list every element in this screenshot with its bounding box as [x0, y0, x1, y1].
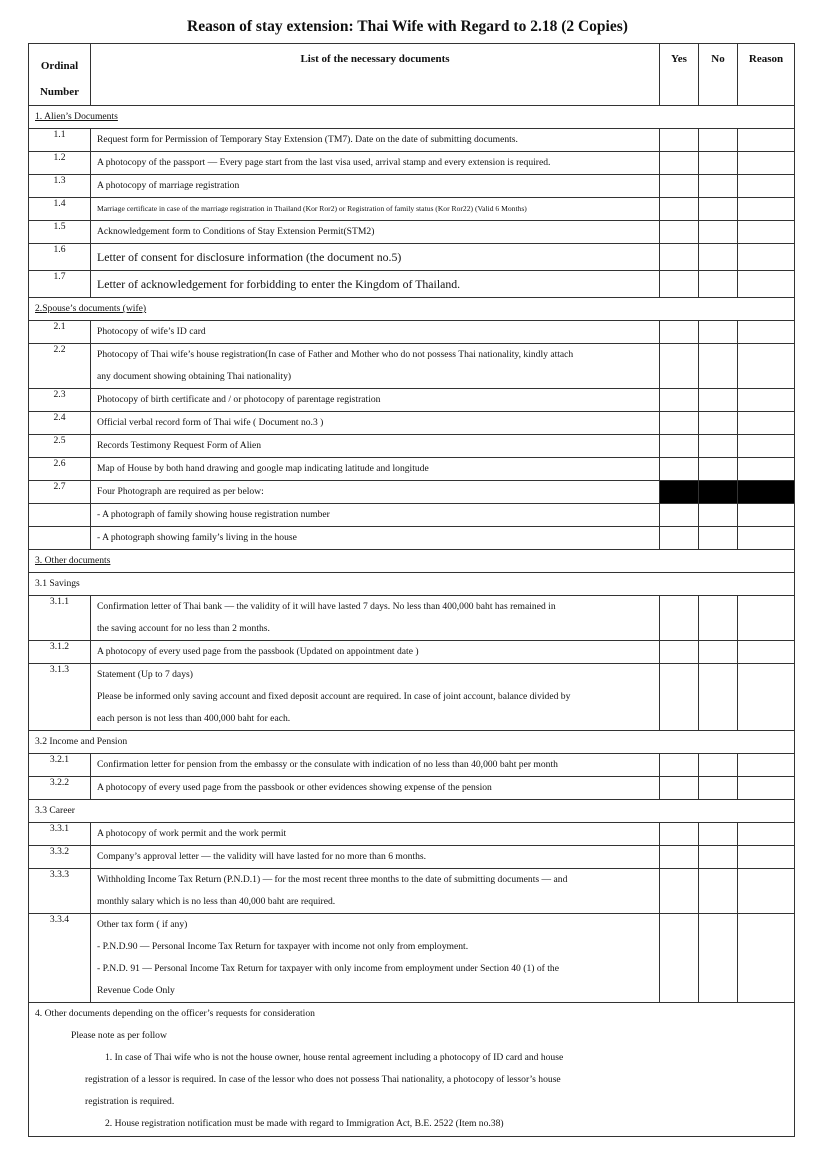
reason-cell[interactable] — [738, 152, 795, 175]
reason-cell[interactable] — [738, 777, 795, 800]
section-row-4 — [29, 1003, 795, 1137]
table-row — [29, 754, 795, 777]
yes-cell[interactable] — [660, 129, 699, 152]
no-cell[interactable] — [699, 344, 738, 389]
document-description: Acknowledgement form to Conditions of Stay Extension Permit(STM2) — [91, 221, 660, 244]
yes-cell[interactable] — [660, 777, 699, 800]
ordinal-number — [29, 504, 91, 527]
yes-cell[interactable] — [660, 596, 699, 641]
no-cell[interactable] — [699, 596, 738, 641]
table-row — [29, 389, 795, 412]
ordinal-number: 3.1.1 — [29, 596, 91, 641]
reason-cell[interactable] — [738, 244, 795, 271]
no-cell[interactable] — [699, 129, 738, 152]
table-row — [29, 344, 795, 389]
table-row — [29, 321, 795, 344]
ordinal-number: 1.1 — [29, 129, 91, 152]
document-description: Confirmation letter for pension from the embassy or the consulate with indication of no less than 40,000 baht per month — [91, 754, 660, 777]
table-row — [29, 152, 795, 175]
document-description: Request form for Permission of Temporary Stay Extension (TM7). Date on the date of submitting documents. — [91, 129, 660, 152]
yes-cell[interactable] — [660, 389, 699, 412]
document-description: - A photograph of family showing house registration number — [91, 504, 660, 527]
header-row — [29, 44, 795, 106]
document-description: A photocopy of work permit and the work permit — [91, 823, 660, 846]
subsection-row — [29, 731, 795, 754]
reason-cell[interactable] — [738, 504, 795, 527]
no-cell[interactable] — [699, 435, 738, 458]
subsection-heading-income-pension: 3.2 Income and Pension — [29, 731, 795, 754]
ordinal-number-header — [29, 44, 91, 106]
reason-cell[interactable] — [738, 344, 795, 389]
ordinal-number: 1.4 — [29, 198, 91, 221]
table-row — [29, 869, 795, 914]
yes-cell[interactable] — [660, 321, 699, 344]
ordinal-number: 2.2 — [29, 344, 91, 389]
document-description — [91, 344, 660, 389]
no-cell[interactable] — [699, 846, 738, 869]
yes-cell[interactable] — [660, 221, 699, 244]
table-row — [29, 175, 795, 198]
description-line: Confirmation letter of Thai bank — the validity of it will have lasted 7 days. No less than 400,000 baht has remained in — [97, 601, 556, 612]
reason-cell[interactable] — [738, 823, 795, 846]
blacked-out-cell — [660, 481, 699, 504]
document-description — [91, 914, 660, 1003]
table-row — [29, 435, 795, 458]
no-cell[interactable] — [699, 664, 738, 731]
no-cell[interactable] — [699, 221, 738, 244]
ordinal-number: 2.3 — [29, 389, 91, 412]
reason-cell[interactable] — [738, 754, 795, 777]
ordinal-number: 3.1.2 — [29, 641, 91, 664]
document-description — [91, 664, 660, 731]
description-line: monthly salary which is no less than 40,000 baht are required. — [97, 896, 336, 907]
ordinal-number: 2.5 — [29, 435, 91, 458]
document-description: Company’s approval letter — the validity will have lasted for no more than 6 months. — [91, 846, 660, 869]
no-cell[interactable] — [699, 777, 738, 800]
subsection-row — [29, 573, 795, 596]
no-cell[interactable] — [699, 458, 738, 481]
no-cell[interactable] — [699, 244, 738, 271]
yes-cell[interactable] — [660, 641, 699, 664]
reason-cell[interactable] — [738, 321, 795, 344]
no-cell[interactable] — [699, 175, 738, 198]
section-heading-other-documents: 3. Other documents — [35, 555, 111, 566]
yes-cell[interactable] — [660, 823, 699, 846]
description-line: - P.N.D.90 — Personal Income Tax Return for taxpayer with income not only from employment. — [97, 941, 469, 952]
description-line: Other tax form ( if any) — [97, 919, 188, 930]
table-row — [29, 664, 795, 731]
ordinal-number: 1.6 — [29, 244, 91, 271]
description-line: the saving account for no less than 2 months. — [97, 623, 270, 634]
description-line: - P.N.D. 91 — Personal Income Tax Return for taxpayer with only income from employment under Section 40 (1) of the — [97, 963, 559, 974]
document-description: Four Photograph are required as per below: — [91, 481, 660, 504]
document-description: A photocopy of marriage registration — [91, 175, 660, 198]
reason-header: Reason — [738, 44, 795, 106]
yes-cell[interactable] — [660, 754, 699, 777]
table-row — [29, 823, 795, 846]
no-cell[interactable] — [699, 641, 738, 664]
section-row-1 — [29, 106, 795, 129]
ordinal-number: 3.3.4 — [29, 914, 91, 1003]
reason-cell[interactable] — [738, 175, 795, 198]
table-row — [29, 504, 795, 527]
document-description — [91, 869, 660, 914]
yes-cell[interactable] — [660, 664, 699, 731]
reason-cell[interactable] — [738, 914, 795, 1003]
document-description: Letter of acknowledgement for forbidding to enter the Kingdom of Thailand. — [91, 271, 660, 298]
document-description: Photocopy of birth certificate and / or photocopy of parentage registration — [91, 389, 660, 412]
yes-cell[interactable] — [660, 344, 699, 389]
yes-cell[interactable] — [660, 869, 699, 914]
yes-cell[interactable] — [660, 504, 699, 527]
yes-cell[interactable] — [660, 198, 699, 221]
note-item-1-line: registration of a lessor is required. In case of the lessor who does not possess Thai nationality, a photocopy of lessor’s house — [85, 1074, 561, 1085]
no-cell[interactable] — [699, 198, 738, 221]
table-row — [29, 412, 795, 435]
description-line: Please be informed only saving account and fixed deposit account are required. In case of joint account, balance divided by — [97, 691, 571, 702]
description-line: any document showing obtaining Thai nationality) — [97, 371, 292, 382]
ordinal-number: 3.3.1 — [29, 823, 91, 846]
no-cell[interactable] — [699, 152, 738, 175]
table-row — [29, 914, 795, 1003]
table-row — [29, 777, 795, 800]
table-row — [29, 129, 795, 152]
reason-cell[interactable] — [738, 641, 795, 664]
document-description: Map of House by both hand drawing and google map indicating latitude and longitude — [91, 458, 660, 481]
document-description: Photocopy of wife’s ID card — [91, 321, 660, 344]
no-cell[interactable] — [699, 271, 738, 298]
document-description: Letter of consent for disclosure information (the document no.5) — [91, 244, 660, 271]
yes-cell[interactable] — [660, 846, 699, 869]
document-description: A photocopy of every used page from the passbook (Updated on appointment date ) — [91, 641, 660, 664]
ordinal-number: 2.4 — [29, 412, 91, 435]
section-row-3 — [29, 550, 795, 573]
section-heading-aliens-documents: 1. Alien’s Documents — [35, 111, 118, 122]
ordinal-number: 3.2.1 — [29, 754, 91, 777]
subsection-row — [29, 800, 795, 823]
ordinal-number — [29, 527, 91, 550]
table-row — [29, 221, 795, 244]
yes-cell[interactable] — [660, 435, 699, 458]
documents-checklist-table — [28, 43, 795, 1137]
yes-header: Yes — [660, 44, 699, 106]
reason-cell[interactable] — [738, 527, 795, 550]
ordinal-header-line1: Ordinal — [40, 60, 79, 72]
table-row — [29, 596, 795, 641]
no-cell[interactable] — [699, 412, 738, 435]
reason-cell[interactable] — [738, 458, 795, 481]
description-line: each person is not less than 400,000 baht for each. — [97, 713, 291, 724]
reason-cell[interactable] — [738, 846, 795, 869]
reason-cell[interactable] — [738, 129, 795, 152]
ordinal-number: 1.7 — [29, 271, 91, 298]
table-row — [29, 527, 795, 550]
description-line: Revenue Code Only — [97, 985, 175, 996]
reason-cell[interactable] — [738, 869, 795, 914]
yes-cell[interactable] — [660, 914, 699, 1003]
ordinal-number: 1.3 — [29, 175, 91, 198]
reason-cell[interactable] — [738, 435, 795, 458]
yes-cell[interactable] — [660, 152, 699, 175]
no-cell[interactable] — [699, 321, 738, 344]
ordinal-number: 1.5 — [29, 221, 91, 244]
page-title: Reason of stay extension: Thai Wife with Regard to 2.18 (2 Copies) — [187, 18, 628, 35]
table-row — [29, 271, 795, 298]
document-description: A photocopy of every used page from the passbook or other evidences showing expense of the pension — [91, 777, 660, 800]
section-heading-spouses-documents: 2.Spouse’s documents (wife) — [35, 303, 147, 314]
ordinal-number: 3.3.2 — [29, 846, 91, 869]
ordinal-number: 1.2 — [29, 152, 91, 175]
yes-cell[interactable] — [660, 175, 699, 198]
note-item-2: 2. House registration notification must be made with regard to Immigration Act, B.E. 2522 (Item no.38) — [105, 1118, 504, 1129]
document-description: Official verbal record form of Thai wife ( Document no.3 ) — [91, 412, 660, 435]
table-row — [29, 198, 795, 221]
table-row — [29, 458, 795, 481]
ordinal-number: 3.2.2 — [29, 777, 91, 800]
description-line: Withholding Income Tax Return (P.N.D.1) — for the most recent three months to the date of submitting documents — and — [97, 874, 568, 885]
document-description: A photocopy of the passport — Every page start from the last visa used, arrival stamp and every extension is required. — [91, 152, 660, 175]
no-cell[interactable] — [699, 527, 738, 550]
reason-cell[interactable] — [738, 664, 795, 731]
no-cell[interactable] — [699, 869, 738, 914]
document-description — [91, 596, 660, 641]
table-row — [29, 481, 795, 504]
ordinal-number: 2.1 — [29, 321, 91, 344]
no-cell[interactable] — [699, 754, 738, 777]
no-cell[interactable] — [699, 914, 738, 1003]
ordinal-number: 3.3.3 — [29, 869, 91, 914]
section-heading-officer-requests: 4. Other documents depending on the officer’s requests for consideration — [35, 1008, 315, 1019]
yes-cell[interactable] — [660, 458, 699, 481]
description-line: Photocopy of Thai wife’s house registration(In case of Father and Mother who do not possess Thai nationality, kindly attach — [97, 349, 574, 360]
no-cell[interactable] — [699, 823, 738, 846]
table-row — [29, 641, 795, 664]
ordinal-number: 3.1.3 — [29, 664, 91, 731]
subsection-heading-career: 3.3 Career — [29, 800, 795, 823]
table-row — [29, 846, 795, 869]
document-description: - A photograph showing family’s living in the house — [91, 527, 660, 550]
reason-cell[interactable] — [738, 389, 795, 412]
blacked-out-cell — [738, 481, 795, 504]
no-header: No — [699, 44, 738, 106]
ordinal-number: 2.7 — [29, 481, 91, 504]
document-description: Records Testimony Request Form of Alien — [91, 435, 660, 458]
reason-cell[interactable] — [738, 221, 795, 244]
ordinal-number: 2.6 — [29, 458, 91, 481]
no-cell[interactable] — [699, 504, 738, 527]
description-line: Statement (Up to 7 days) — [97, 669, 193, 680]
note-item-1-line: registration is required. — [85, 1096, 175, 1107]
yes-cell[interactable] — [660, 527, 699, 550]
note-item-1-line: 1. In case of Thai wife who is not the house owner, house rental agreement including a photocopy of ID card and house — [105, 1052, 564, 1063]
subsection-heading-savings: 3.1 Savings — [29, 573, 795, 596]
table-row — [29, 244, 795, 271]
section-row-2 — [29, 298, 795, 321]
reason-cell[interactable] — [738, 271, 795, 298]
yes-cell[interactable] — [660, 271, 699, 298]
yes-cell[interactable] — [660, 244, 699, 271]
ordinal-header-line2: Number — [39, 86, 80, 98]
no-cell[interactable] — [699, 389, 738, 412]
reason-cell[interactable] — [738, 596, 795, 641]
blacked-out-cell — [699, 481, 738, 504]
reason-cell[interactable] — [738, 198, 795, 221]
reason-cell[interactable] — [738, 412, 795, 435]
yes-cell[interactable] — [660, 412, 699, 435]
document-description: Marriage certificate in case of the marriage registration in Thailand (Kor Ror2) or Registration of family status (Kor Ror22) (Valid 6 Months) — [91, 198, 660, 221]
other-documents-notes — [29, 1003, 795, 1137]
documents-list-header: List of the necessary documents — [91, 44, 660, 106]
note-intro: Please note as per follow — [71, 1030, 167, 1041]
